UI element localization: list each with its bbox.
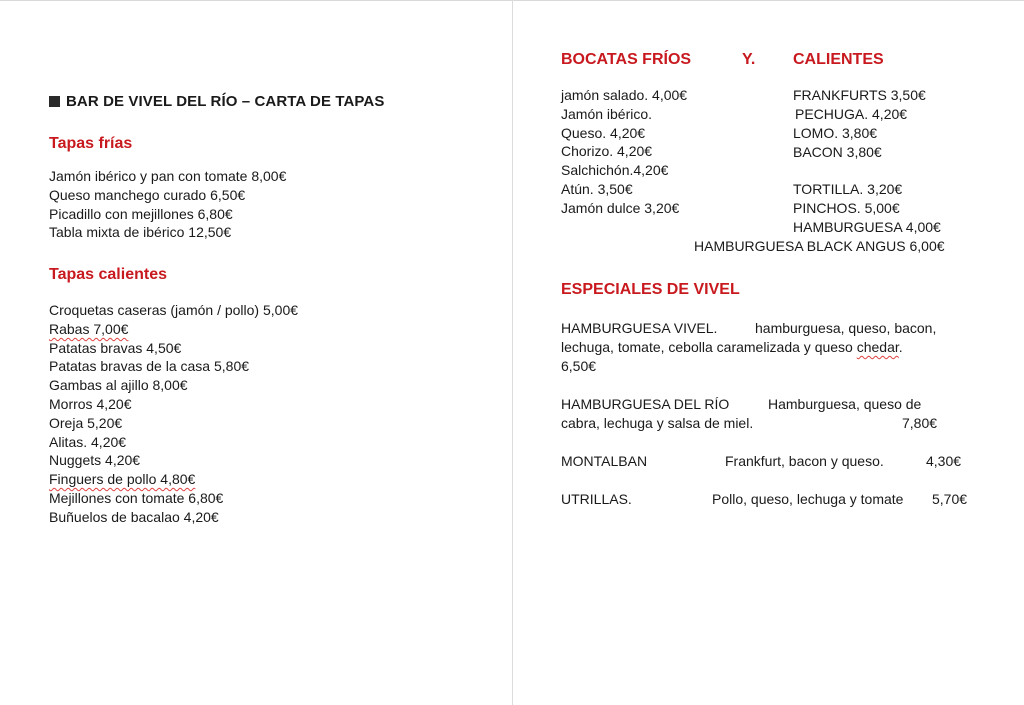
bocatas-heading-frios: BOCATAS FRÍOS — [561, 51, 692, 68]
tapas-calientes-heading: Tapas calientes — [49, 266, 167, 283]
list-item: TORTILLA. 3,20€ — [793, 181, 903, 197]
special-description-text: lechuga, tomate, cebolla caramelizada y queso — [561, 339, 857, 355]
special-description — [561, 338, 903, 357]
special-name: HAMBURGUESA DEL RÍO — [561, 396, 730, 412]
square-bullet-icon — [49, 96, 60, 107]
list-item: Oreja 5,20€ — [49, 414, 123, 431]
list-item: PINCHOS. 5,00€ — [793, 200, 900, 216]
list-item: Patatas bravas 4,50€ — [49, 339, 182, 356]
list-item: LOMO. 3,80€ — [793, 125, 878, 141]
list-item: Nuggets 4,20€ — [49, 452, 141, 469]
list-item: Alitas. 4,20€ — [49, 433, 127, 450]
menu-title-text: BAR DE VIVEL DEL RÍO – CARTA DE TAPAS — [66, 93, 385, 110]
list-item: Morros 4,20€ — [49, 395, 132, 412]
list-item: Queso. 4,20€ — [561, 124, 646, 141]
special-price: 7,80€ — [902, 415, 938, 431]
special-price: 6,50€ — [561, 358, 597, 374]
list-item: HAMBURGUESA 4,00€ — [793, 219, 941, 235]
page-divider — [512, 0, 513, 705]
special-name: HAMBURGUESA VIVEL. — [561, 320, 718, 336]
list-item: Atún. 3,50€ — [561, 180, 633, 197]
special-description: cabra, lechuga y salsa de miel. — [561, 415, 754, 431]
menu-title — [49, 93, 384, 110]
list-item: Patatas bravas de la casa 5,80€ — [49, 358, 250, 375]
list-item: Queso manchego curado 6,50€ — [49, 186, 246, 203]
special-price: 4,30€ — [926, 453, 962, 469]
list-item — [49, 320, 298, 339]
list-item: PECHUGA. 4,20€ — [795, 106, 908, 122]
list-item: Buñuelos de bacalao 4,20€ — [49, 508, 219, 525]
list-item: HAMBURGUESA BLACK ANGUS 6,00€ — [694, 238, 945, 254]
list-item: FRANKFURTS 3,50€ — [793, 87, 926, 103]
special-description: hamburguesa, queso, bacon, — [755, 320, 937, 336]
special-description-text: chedar — [856, 339, 899, 355]
list-item: Jamón dulce 3,20€ — [561, 199, 680, 216]
tapas-calientes-list — [49, 301, 298, 527]
special-price: 5,70€ — [932, 491, 968, 507]
list-item: Croquetas caseras (jamón / pollo) 5,00€ — [49, 302, 299, 318]
list-item: BACON 3,80€ — [793, 144, 882, 160]
list-item: Jamón ibérico. — [561, 105, 653, 122]
bocatas-heading-y: Y. — [742, 51, 756, 68]
list-item: Gambas al ajillo 8,00€ — [49, 377, 188, 394]
list-item: Mejillones con tomate 6,80€ — [49, 489, 224, 506]
bocatas-frios-list — [561, 86, 687, 218]
list-item: Jamón ibérico y pan con tomate 8,00€ — [49, 168, 287, 184]
list-item-text: Finguers de pollo 4,80€ — [49, 471, 196, 488]
special-name: MONTALBAN — [561, 453, 648, 469]
special-description: Frankfurt, bacon y queso. — [725, 453, 884, 469]
especiales-heading: ESPECIALES DE VIVEL — [561, 281, 740, 298]
list-item: Picadillo con mejillones 6,80€ — [49, 205, 233, 222]
bocatas-heading-calientes: CALIENTES — [793, 51, 884, 68]
list-item — [49, 470, 298, 489]
special-description: Hamburguesa, queso de — [768, 396, 922, 412]
list-item: jamón salado. 4,00€ — [561, 87, 688, 103]
tapas-frias-list — [49, 167, 286, 242]
list-item-text: Rabas 7,00€ — [49, 320, 129, 337]
list-item: Salchichón.4,20€ — [561, 162, 669, 179]
list-item: Tabla mixta de ibérico 12,50€ — [49, 224, 232, 241]
special-name: UTRILLAS. — [561, 491, 632, 507]
special-description-text: . — [898, 339, 903, 355]
special-description: Pollo, queso, lechuga y tomate — [712, 491, 904, 507]
list-item: Chorizo. 4,20€ — [561, 143, 653, 160]
tapas-frias-heading: Tapas frías — [49, 135, 133, 152]
